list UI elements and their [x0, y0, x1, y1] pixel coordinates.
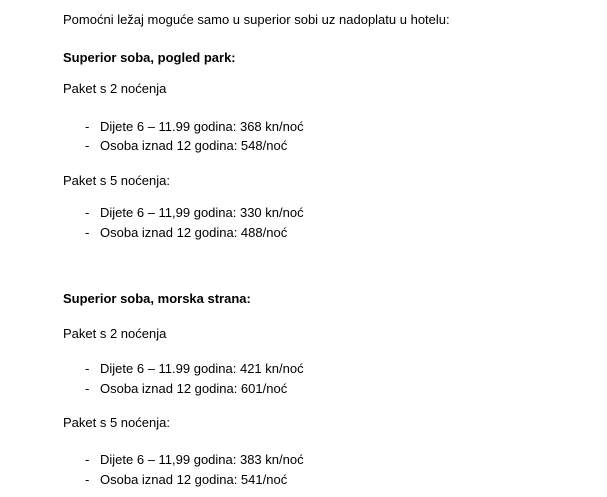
list-dash: - [85, 361, 90, 376]
intro-text: Pomoćni ležaj moguće samo u superior sobi uz nadoplatu u hotelu: [63, 12, 450, 27]
package-label: Paket s 2 noćenja [63, 326, 167, 341]
package-label: Paket s 5 noćenja: [63, 173, 170, 188]
list-dash: - [85, 205, 90, 220]
list-dash: - [85, 472, 90, 487]
list-item-text: Osoba iznad 12 godina: 548/noć [100, 138, 288, 153]
list-item-text: Dijete 6 – 11.99 godina: 421 kn/noć [100, 361, 304, 376]
section-heading: Superior soba, morska strana: [63, 291, 251, 306]
list-item-text: Osoba iznad 12 godina: 541/noć [100, 472, 288, 487]
list-dash: - [85, 452, 90, 467]
package-label: Paket s 2 noćenja [63, 81, 167, 96]
list-dash: - [85, 381, 90, 396]
list-dash: - [85, 138, 90, 153]
package-label: Paket s 5 noćenja: [63, 415, 170, 430]
list-item-text: Osoba iznad 12 godina: 601/noć [100, 381, 288, 396]
list-dash: - [85, 225, 90, 240]
list-item-text: Dijete 6 – 11.99 godina: 368 kn/noć [100, 119, 304, 134]
list-item-text: Osoba iznad 12 godina: 488/noć [100, 225, 288, 240]
section-heading: Superior soba, pogled park: [63, 50, 236, 65]
list-dash: - [85, 119, 90, 134]
list-item-text: Dijete 6 – 11,99 godina: 330 kn/noć [100, 205, 304, 220]
list-item-text: Dijete 6 – 11,99 godina: 383 kn/noć [100, 452, 304, 467]
